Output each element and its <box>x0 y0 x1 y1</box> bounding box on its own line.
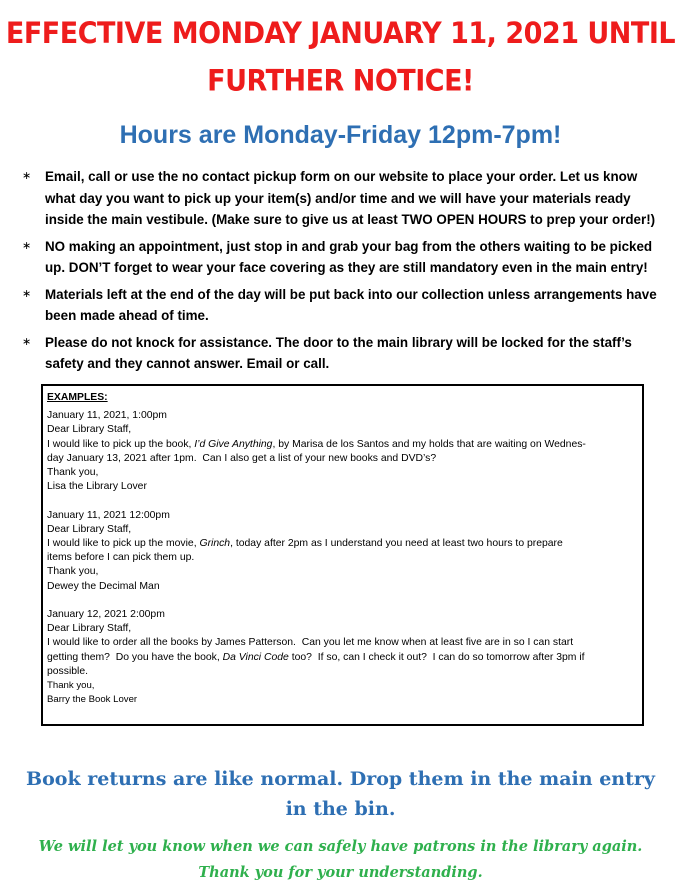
instruction-text: Materials left at the end of the day will be put back into our collection unless arrangements have been made ahead of time. <box>45 286 657 323</box>
letter-closing: Thank you, <box>47 566 99 578</box>
letter-body-text: items before I can pick them up. <box>47 552 195 564</box>
letter-body-text: getting them? Do you have the book, <box>47 651 223 663</box>
list-item <box>22 284 667 327</box>
returns-line-1: Book returns are like normal. Drop them in the main entry <box>26 768 655 790</box>
book-returns-notice <box>0 764 681 824</box>
letter-closing: Thank you, <box>47 680 95 692</box>
letter-body <box>47 651 638 665</box>
letter-body <box>47 438 638 452</box>
letter-date: January 11, 2021 12:00pm <box>47 509 170 521</box>
list-item <box>22 332 667 375</box>
returns-line-2: in the bin. <box>285 798 396 820</box>
closing-notice <box>0 834 681 886</box>
book-title: Da Vinci Code <box>222 651 289 663</box>
example-letter-1 <box>47 409 638 494</box>
bullet-icon: ∗ <box>22 287 32 300</box>
hours-heading: Hours are Monday-Friday 12pm-7pm! <box>119 121 562 149</box>
bullet-icon: ∗ <box>22 170 32 182</box>
headline-line-1: EFFECTIVE MONDAY JANUARY 11, 2021 UNTIL <box>5 16 676 51</box>
list-item <box>22 166 667 231</box>
list-item <box>22 236 667 279</box>
letter-date: January 11, 2021, 1:00pm <box>47 410 167 422</box>
letter-body-text: too? If so, can I check it out? I can do so tomorrow after 3pm if <box>288 651 585 663</box>
letter-body-text: I would like to pick up the movie, <box>47 538 200 550</box>
headline-line-2: FURTHER NOTICE! <box>207 64 474 98</box>
letter-body <box>47 537 638 551</box>
example-letter-3 <box>47 608 638 707</box>
notice-line-2: Thank you for your understanding. <box>198 864 483 881</box>
letter-greeting: Dear Library Staff, <box>47 424 132 436</box>
headline <box>0 10 681 105</box>
letter-body-text: I would like to order all the books by James Patterson. Can you let me know when at least five are in so I can start <box>47 637 574 649</box>
letter-greeting: Dear Library Staff, <box>47 623 132 635</box>
letter-body-text: I would like to pick up the book, <box>47 438 195 450</box>
letter-signature: Dewey the Decimal Man <box>47 580 160 592</box>
book-title: I’d Give Anything <box>194 438 273 450</box>
letter-body-text: , by Marisa de los Santos and my holds that are waiting on Wednes- <box>272 438 586 450</box>
letter-body-text: possible. <box>47 665 89 677</box>
examples-box <box>41 384 644 726</box>
bullet-icon: ∗ <box>22 239 32 252</box>
letter-date: January 12, 2021 2:00pm <box>47 609 165 621</box>
letter-body-text: day January 13, 2021 after 1pm. Can I also get a list of your new books and DVD’s? <box>47 452 437 464</box>
letter-body-text: , today after 2pm as I understand you need at least two hours to prepare <box>230 538 563 550</box>
instruction-text: Email, call or use the no contact pickup form on our website to place your order. Let us know what day you want to pick up your item(s) and/or time and we will have your materials ready inside the main vestibule. (Make sure to give us at least TWO OPEN HOURS to prep your order!) <box>45 169 656 227</box>
movie-title: Grinch <box>199 538 231 550</box>
bullet-icon: ∗ <box>22 335 32 348</box>
instruction-text: Please do not knock for assistance. The door to the main library will be locked for the staff’s safety and they cannot answer. Email or call. <box>45 334 632 371</box>
letter-closing: Thank you, <box>47 467 99 479</box>
examples-title: EXAMPLES: <box>47 392 108 403</box>
notice-line-1: We will let you know when we can safely have patrons in the library again. <box>38 838 643 855</box>
letter-greeting: Dear Library Staff, <box>47 523 132 535</box>
example-letter-2 <box>47 509 638 594</box>
letter-signature: Barry the Book Lover <box>47 694 138 706</box>
letter-signature: Lisa the Library Lover <box>47 481 147 493</box>
instructions-list <box>22 166 667 380</box>
instruction-text: NO making an appointment, just stop in and grab your bag from the others waiting to be picked up. DON’T forget to wear your face covering as they are still mandatory even in the main entry! <box>45 238 653 275</box>
